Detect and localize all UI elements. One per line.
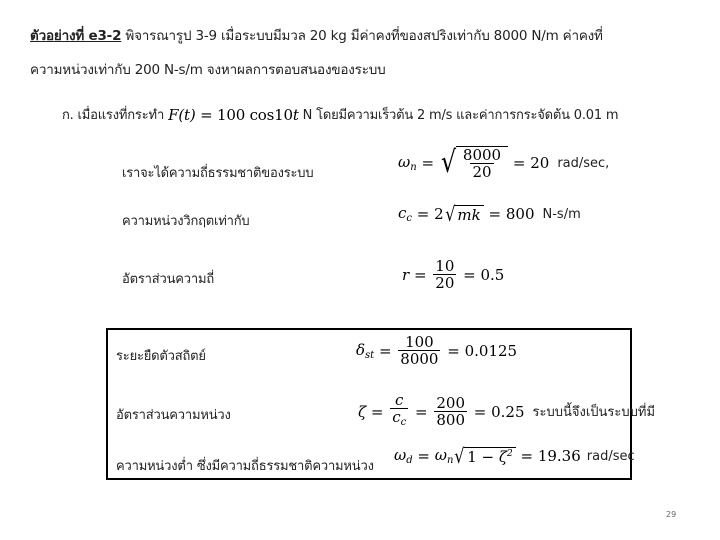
part-a-prefix: ก. เมื่อแรงที่กระทำ <box>62 108 165 123</box>
example-heading-line <box>30 24 603 46</box>
frequency-ratio-formula: r = $\frac{10}{20}$ = 0.5 <box>402 257 505 292</box>
page-number: 29 <box>666 510 677 519</box>
force-expression: F(t) = 100 cos10t <box>168 105 299 124</box>
critical-damping-formula: $c_c$ = 2 √ mk = 800 N-s/m <box>398 202 581 226</box>
frequency-ratio-label: อัตราส่วนความถี่ <box>122 272 214 287</box>
critical-damping-unit: N-s/m <box>542 206 581 222</box>
critical-damping-label: ความหน่วงวิกฤตเท่ากับ <box>122 214 250 229</box>
natural-frequency-formula: $\omega_n$ = √ $\frac{8000}{20}$ = 20 rad/sec, <box>398 145 610 181</box>
part-a-line <box>62 104 618 125</box>
example-label: ตัวอย่างที่ e3-2 <box>30 28 122 44</box>
natural-frequency-unit: rad/sec, <box>557 155 610 171</box>
static-deflection-formula: $\delta_{st}$ = $\frac{100}{8000}$ = 0.0125 <box>356 333 518 368</box>
damped-frequency-formula: $\omega_d$ = $\omega_n$ √ 1 − $\zeta^2$ = 19.36 rad/sec <box>394 444 635 468</box>
natural-frequency-label: เราจะได้ความถี่ธรรมชาติของระบบ <box>122 166 314 181</box>
problem-statement-line2: ความหน่วงเท่ากับ 200 N-s/m จงหาผลการตอบสนองของระบบ <box>30 62 386 78</box>
part-a-suffix: N โดยมีความเร็วต้น 2 m/s และค่าการกระจัดต้น 0.01 m <box>302 108 619 123</box>
damped-frequency-label: ความหน่วงต่ำ ซึ่งมีความถี่ธรรมชาติความหน่วง <box>116 459 374 474</box>
damping-ratio-label: อัตราส่วนความหน่วง <box>116 408 231 423</box>
damping-ratio-note: ระบบนี้จึงเป็นระบบที่มี <box>532 405 656 420</box>
problem-statement-line1: พิจารณารูป 3-9 เมื่อระบบมีมวล 20 kg มีค่าคงที่ของสปริงเท่ากับ 8000 N/m ค่าคงที่ <box>125 28 603 44</box>
damping-ratio-formula: ζ = $\frac{c}{c_c}$ = $\frac{200}{800}$ = 0.25 ระบบนี้จึงเป็นระบบที่มี <box>358 391 656 429</box>
static-deflection-label: ระยะยืดตัวสถิตย์ <box>116 349 206 364</box>
damped-frequency-unit: rad/sec <box>586 448 635 464</box>
